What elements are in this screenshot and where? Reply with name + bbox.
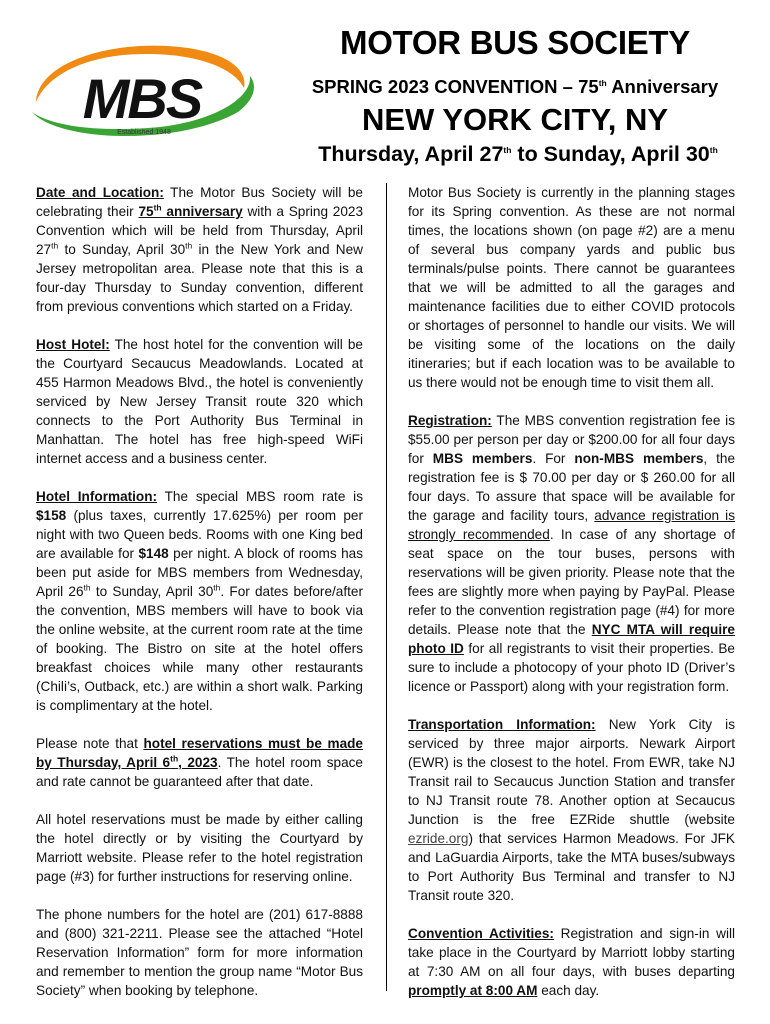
date-location-paragraph: Date and Location: The Motor Bus Society will be celebrating their 75th anniversary with a Spring 2023 Convention which will be held from Thursday, April 27th to Sunday, April 30th in the New York and New Jersey metropolitan area. Please note that this is a four-day Thursday to Sunday convention, different from previous conventions which started on a Friday. xyxy=(36,185,364,314)
host-hotel-paragraph: Host Hotel: The host hotel for the convention will be the Courtyard Secaucus Meadowlands. Located at 455 Harmon Meadows Blvd., the hotel is conveniently serviced by New Jersey Transit route 320 which connects to the Port Authority Bus Terminal in Manhattan. The hotel has free high-speed WiFi internet access and a business center. xyxy=(36,337,363,466)
logo-text: MBS xyxy=(82,67,202,130)
logo-established: Established 1948 xyxy=(117,129,171,136)
convention-subtitle: SPRING 2023 CONVENTION – 75th Anniversary xyxy=(311,76,719,97)
mbs-logo xyxy=(28,42,260,142)
ezride-link[interactable]: ezride.org xyxy=(408,831,469,846)
org-title: MOTOR BUS SOCIETY xyxy=(340,24,690,61)
reservation-deadline-paragraph: Please note that hotel reservations must be made by Thursday, April 6th, 2023. The hotel room space and rate cannot be guaranteed after that date. xyxy=(36,736,363,789)
phone-numbers-paragraph: The phone numbers for the hotel are (201) 617-8888 and (800) 321-2211. Please see the attached “Hotel Reservation Information” form for more information and remember to mention the group name “Motor Bus Society” when booking by telephone. xyxy=(36,907,363,998)
hotel-information-paragraph: Hotel Information: The special MBS room rate is $158 (plus taxes, currently 17.625%) per room per night with two Queen beds. Rooms with one King bed are available for $148 per night. A block of rooms has been put aside for MBS members from Wednesday, April 26th to Sunday, April 30th. For dates before/after the convention, MBS members will have to book via the online website, at the current room rate at the time of booking. The Bistro on site at the hotel offers breakfast choices while many other restaurants (Chili’s, Outback, etc.) are within a short walk. Parking is complimentary at the hotel. xyxy=(36,489,364,713)
planning-paragraph: Motor Bus Society is currently in the planning stages for its Spring convention. As these are not normal times, the locations shown (on page #2) are a menu of several bus company yards and public bus terminals/pulse points. There cannot be guarantees that we will be admitted to all the garages and maintenance facilities due to either COVID protocols or shortages of personnel to handle our visits. We will be visiting some of the locations on the daily itineraries; but if each location was to be available to us there would not be enough time to visit them all. xyxy=(408,185,735,390)
reservations-paragraph: All hotel reservations must be made by either calling the hotel directly or by visiting the Courtyard by Marriott website. Please refer to the hotel registration page (#3) for further instructions for reserving online. xyxy=(36,812,363,884)
city-title: NEW YORK CITY, NY xyxy=(361,102,669,137)
convention-dates: Thursday, April 27th to Sunday, April 30th xyxy=(318,142,718,166)
left-column xyxy=(36,183,363,1019)
activities-paragraph: Convention Activities: Registration and sign-in will take place in the Courtyard by Marriott lobby starting at 7:30 AM on all four days, with buses departing promptly at 8:00 AM each day. xyxy=(408,926,735,998)
right-column xyxy=(408,183,735,1019)
registration-paragraph: Registration: The MBS convention registration fee is $55.00 per person per day or $200.00 for all four days for MBS members. For non-MBS members, the registration fee is $ 70.00 per day or $ 260.00 for all four days. To assure that space will be available for the garage and facility tours, advance registration is strongly recommended. In case of any shortage of seat space on the tour buses, persons with reservations will be given priority. Please note that the fees are slightly more when paying by PayPal. Please refer to the convention registration page (#4) for more details. Please note that the NYC MTA will require photo ID for all registrants to visit their properties. Be sure to include a photocopy of your photo ID (Driver’s licence or Passport) along with your registration form. xyxy=(408,413,736,694)
column-divider xyxy=(386,183,387,991)
transportation-paragraph: Transportation Information: New York City is serviced by three major airports. Newark Airport (EWR) is the closest to the hotel. From EWR, take NJ Transit rail to Secaucus Junction Station and transfer to NJ Transit route 78. Another option at Secaucus Junction is the free EZRide shuttle (website ezride.org) that services Harmon Meadows. For JFK and LaGuardia Airports, take the MTA buses/subways to Port Authority Bus Terminal and transfer to NJ Transit route 320. xyxy=(408,717,735,903)
